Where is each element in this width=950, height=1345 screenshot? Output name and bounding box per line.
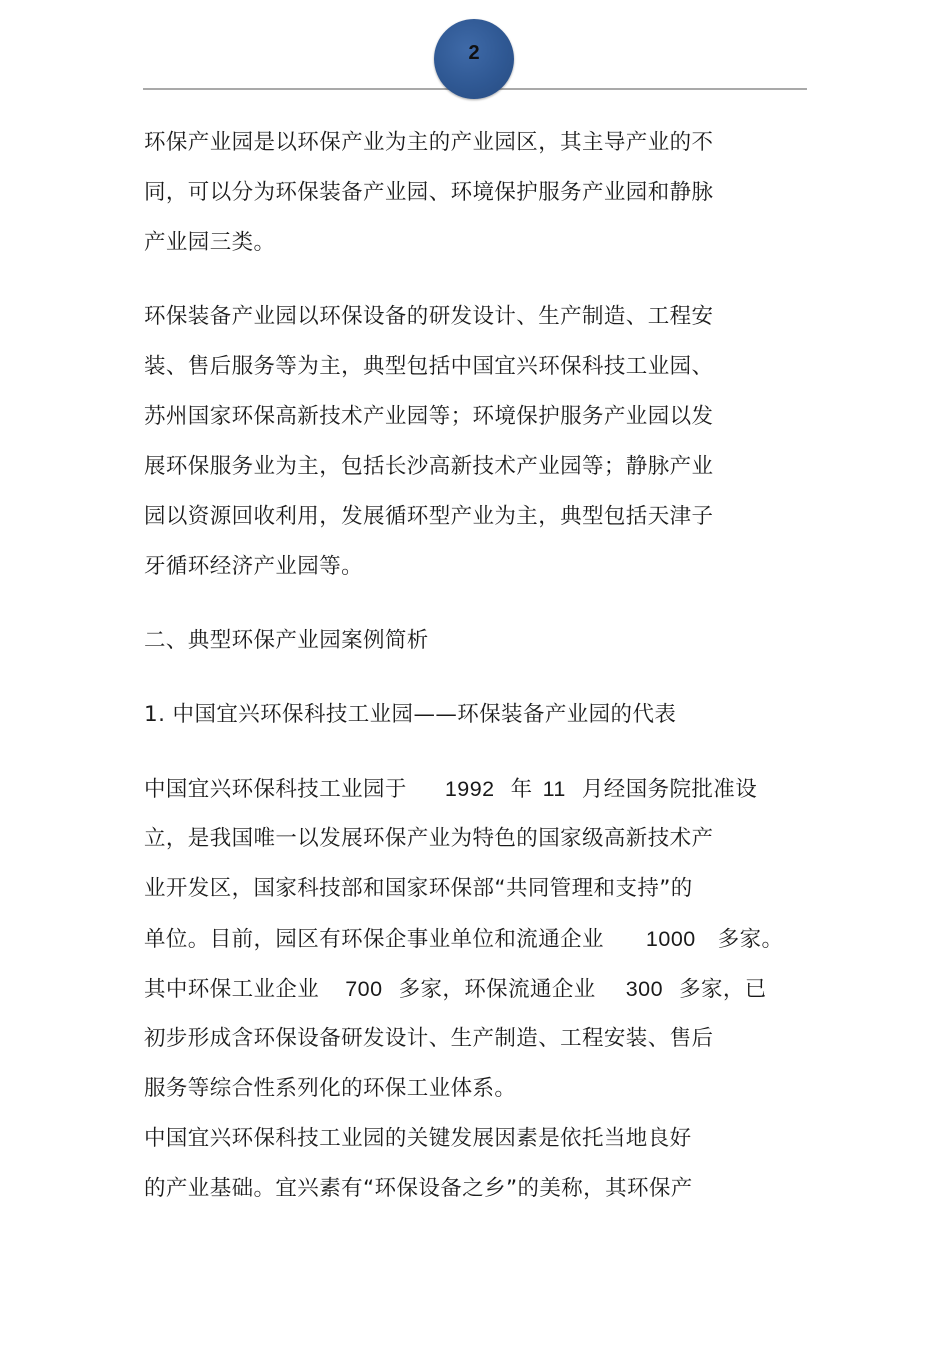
text-line: 环保产业园是以环保产业为主的产业园区，其主导产业的不 xyxy=(144,130,714,155)
text-line: 单位。目前，园区有环保企事业单位和流通企业 1000 多家。 xyxy=(144,927,784,952)
paragraph-classification xyxy=(144,118,844,268)
text-line: 中国宜兴环保科技工业园的关键发展因素是依托当地良好 xyxy=(144,1126,692,1151)
text-line: 展环保服务业为主，包括长沙高新技术产业园等；静脉产业 xyxy=(144,454,714,479)
document-body xyxy=(144,118,844,1214)
page-number: 2 xyxy=(468,41,480,64)
text-line: 服务等综合性系列化的环保工业体系。 xyxy=(144,1076,517,1101)
text-line: 其中环保工业企业 700 多家，环保流通企业 300 多家，已 xyxy=(144,977,767,1002)
paragraph-yixing-overview xyxy=(144,764,844,1114)
text-line: 牙循环经济产业园等。 xyxy=(144,554,364,579)
text-line: 产业园三类。 xyxy=(144,230,276,255)
text-line: 业开发区，国家科技部和国家环保部“共同管理和支持”的 xyxy=(144,876,693,901)
section-heading xyxy=(144,616,844,666)
section-heading-text: 二、典型环保产业园案例简析 xyxy=(144,628,429,653)
text-line: 园以资源回收利用，发展循环型产业为主，典型包括天津子 xyxy=(144,504,714,529)
text-line: 初步形成含环保设备研发设计、生产制造、工程安装、售后 xyxy=(144,1026,714,1051)
text-line: 环保装备产业园以环保设备的研发设计、生产制造、工程安 xyxy=(144,304,714,329)
subsection-heading-text: 1. 中国宜兴环保科技工业园——环保装备产业园的代表 xyxy=(144,702,677,727)
subsection-heading xyxy=(144,690,844,740)
text-line: 中国宜兴环保科技工业园于 1992 年 11 月经国务院批准设 xyxy=(144,777,758,802)
text-line: 装、售后服务等为主，典型包括中国宜兴环保科技工业园、 xyxy=(144,354,714,379)
text-line: 同，可以分为环保装备产业园、环境保护服务产业园和静脉 xyxy=(144,180,714,205)
paragraph-park-types xyxy=(144,292,844,592)
text-line: 立，是我国唯一以发展环保产业为特色的国家级高新技术产 xyxy=(144,826,714,851)
page-number-badge xyxy=(434,19,514,99)
text-line: 苏州国家环保高新技术产业园等；环境保护服务产业园以发 xyxy=(144,404,714,429)
paragraph-development-factors xyxy=(144,1114,844,1214)
text-line: 的产业基础。宜兴素有“环保设备之乡”的美称，其环保产 xyxy=(144,1176,693,1201)
